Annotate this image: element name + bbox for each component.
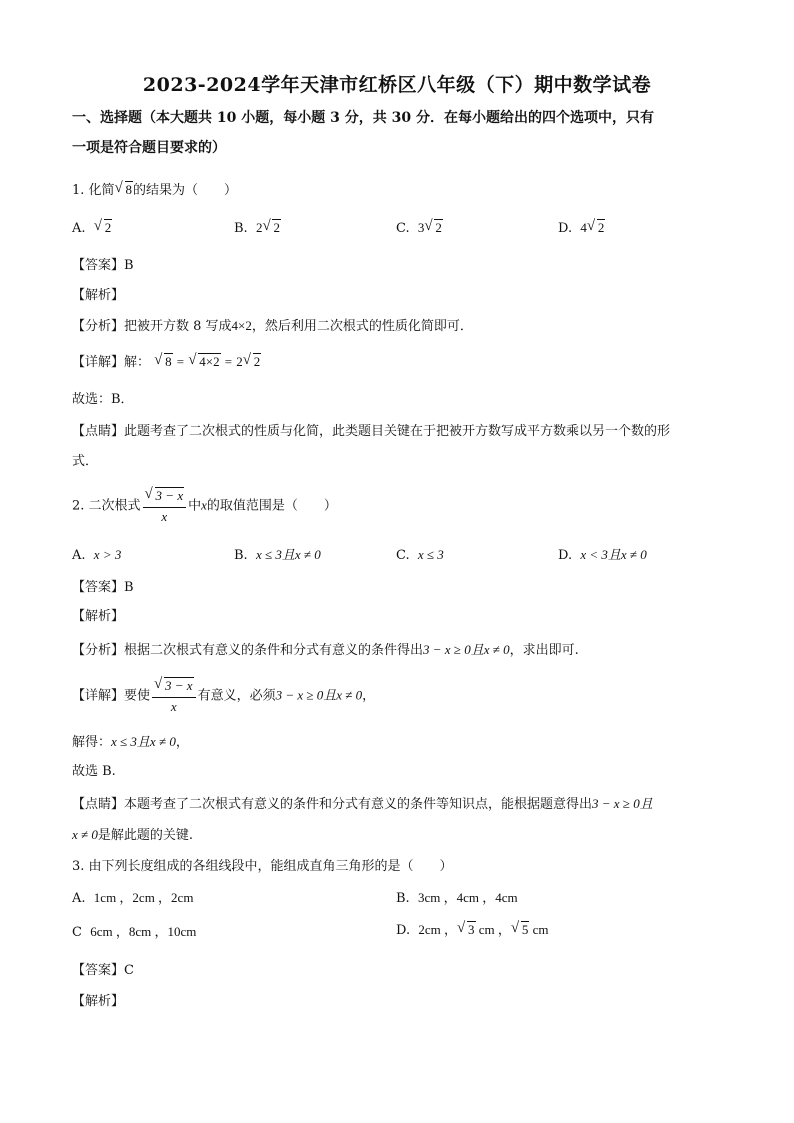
q1-option-d[interactable]: D. 4√ 2	[558, 218, 605, 239]
q3-option-c[interactable]: C 6cm ，8cm ，10cm	[72, 924, 197, 940]
section-heading-line2: 一项是符合题目要求的）	[72, 140, 226, 156]
q2-detail: 【详解】要使 √ $\frac{3 - x}{x}$ 有意义，必须3 − x ≥ 0且x ≠ 0，	[72, 676, 375, 716]
q2-comment-line1: 【点睛】本题考查了二次根式有意义的条件和分式有意义的条件等知识点，能根据题意得出3 − x ≥ 0且	[72, 796, 653, 812]
q2-option-d[interactable]: D. x < 3且x ≠ 0	[558, 547, 647, 563]
q3-analysis-tag: 【解析】	[72, 994, 125, 1009]
question-3-stem: 3. 由下列长度组成的各组线段中，能组成直角三角形的是（ ）	[72, 859, 453, 874]
q3-option-a[interactable]: A. 1cm ，2cm ，2cm	[72, 890, 194, 906]
q1-analysis-tag: 【解析】	[72, 288, 125, 303]
q3-option-d[interactable]: D. 2cm ，√ 3 cm ，√ 5 cm	[396, 920, 549, 941]
q1-option-a[interactable]: A. √ 2	[72, 218, 112, 239]
page-title: 2023-2024学年天津市红桥区八年级（下）期中数学试卷	[142, 74, 652, 96]
q2-comment-line2: x ≠ 0是解此题的关键.	[72, 827, 194, 843]
q2-option-b[interactable]: B. x ≤ 3且x ≠ 0	[234, 547, 321, 563]
q2-analysis-tag: 【解析】	[72, 609, 125, 624]
question-1-stem: 1. 化简√ 8的结果为（ ）	[72, 180, 237, 201]
q1-option-c[interactable]: C. 3√ 2	[396, 218, 443, 239]
q2-solve: 解得：x ≤ 3且x ≠ 0，	[72, 734, 189, 750]
q2-fenxi: 【分析】根据二次根式有意义的条件和分式有意义的条件得出3 − x ≥ 0且x ≠ 0，求出即可.	[72, 642, 579, 658]
q3-option-b[interactable]: B. 3cm ，4cm ，4cm	[396, 890, 518, 906]
q1-fenxi: 【分析】把被开方数 8 写成4×2，然后利用二次根式的性质化简即可．	[72, 318, 473, 334]
q2-option-c[interactable]: C. x ≤ 3	[396, 547, 444, 563]
question-2-stem: 2. 二次根式 √ $\frac{3 - x}{x}$ 中x的取值范围是（ ）	[72, 486, 337, 526]
q1-comment-line1: 【点睛】此题考查了二次根式的性质与化简，此类题目关键在于把被开方数写成平方数乘以另一个数的形	[72, 424, 671, 439]
q2-choose: 故选 B.	[72, 764, 116, 779]
q1-comment-line2: 式．	[72, 454, 99, 469]
sqrt-8: √ 8	[116, 180, 134, 200]
q1-answer: 【答案】B	[72, 258, 134, 273]
fraction-sqrt: √ $\frac{3 - x}{x}$	[143, 486, 187, 526]
q2-option-a[interactable]: A. x > 3	[72, 547, 122, 563]
q2-answer: 【答案】B	[72, 580, 134, 595]
q1-choose: 故选：B．	[72, 392, 134, 407]
q1-option-b[interactable]: B. 2√ 2	[234, 218, 281, 239]
section-heading-line1: 一、选择题（本大题共 10 小题，每小题 3 分，共 30 分．在每小题给出的四个选项中，只有	[72, 110, 654, 126]
q1-detail: 【详解】解： √ 8 = √ 4×2 = 2√ 2	[72, 352, 261, 373]
q3-answer: 【答案】C	[72, 963, 134, 978]
